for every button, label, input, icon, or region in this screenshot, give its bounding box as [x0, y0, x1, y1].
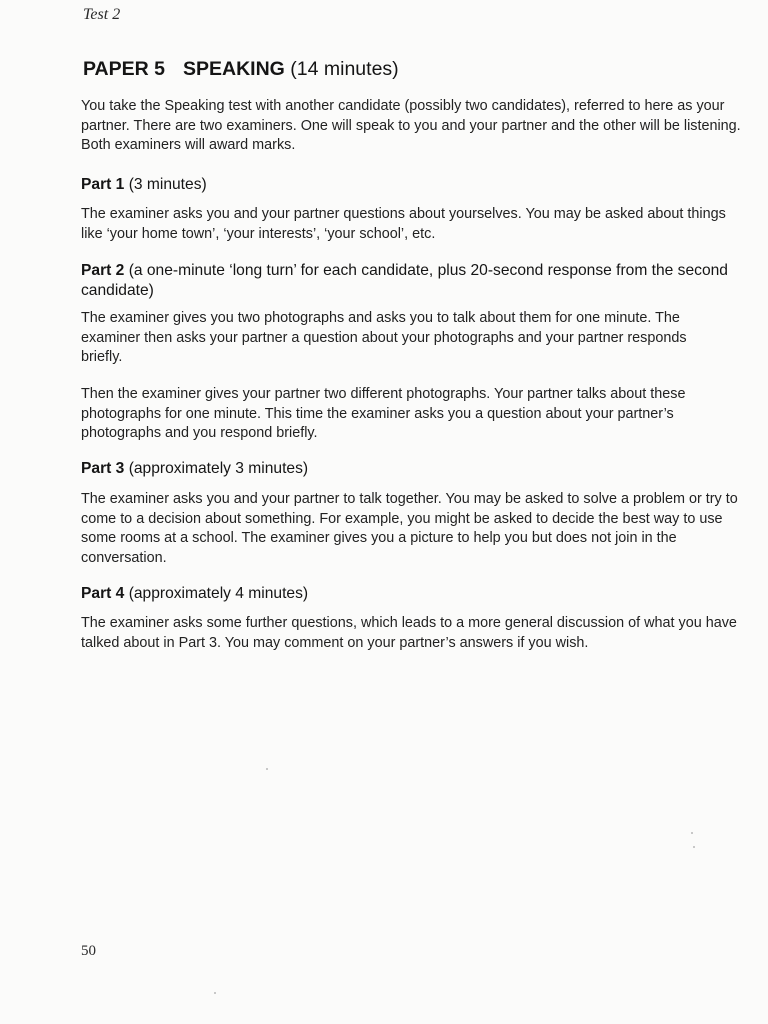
duration-label: (14 minutes) — [290, 58, 399, 80]
part-2-paragraph-1: The examiner gives you two photographs and asks you to talk about them for one minute. The examiner then asks your partner a question about your photographs and your partner responds briefly. — [81, 310, 687, 365]
part-2-note: (a one-minute ‘long turn’ for each candidate, plus 20-second response from the second candidate) — [81, 262, 728, 299]
part-1-paragraph-1: The examiner asks you and your partner questions about yourselves. You may be asked about things like ‘your home town’, ‘your interests’, ‘your school’, etc. — [81, 206, 726, 242]
part-3-section — [81, 459, 741, 479]
paper-label: PAPER 5 — [83, 58, 165, 80]
scan-speck — [693, 846, 695, 848]
part-4-body — [81, 614, 741, 653]
part-4-note: (approximately 4 minutes) — [128, 585, 309, 602]
part-2-label: Part 2 — [81, 262, 125, 279]
part-3-paragraph-1: The examiner asks you and your partner to talk together. You may be asked to solve a problem or try to come to a decision about something. For example, you might be asked to decide the best way to use some rooms at a school. The examiner gives you a picture to help you but does not join in the conversation. — [81, 491, 738, 566]
part-2-section — [81, 261, 741, 300]
part-3-body — [81, 490, 741, 568]
part-4-paragraph-1: The examiner asks some further questions, which leads to a more general discussion of what you have talked about in Part 3. You may comment on your partner’s answers if you wish. — [81, 615, 737, 651]
part-2-body-b — [81, 385, 741, 444]
part-4-label: Part 4 — [81, 585, 125, 602]
page-title — [83, 58, 399, 81]
intro-paragraph: You take the Speaking test with another candidate (possibly two candidates), referred to here as your partner. There are two examiners. One will speak to you and your partner and the other will be listening. Both examiners will award marks. — [81, 98, 741, 153]
part-1-body — [81, 205, 741, 244]
part-3-note: (approximately 3 minutes) — [128, 460, 309, 477]
part-4-heading — [81, 584, 741, 604]
section-label: SPEAKING — [183, 58, 285, 80]
part-2-heading — [81, 261, 741, 300]
intro-block — [81, 97, 741, 156]
part-3-label: Part 3 — [81, 460, 125, 477]
part-1-heading — [81, 175, 741, 195]
scan-speck — [266, 768, 268, 770]
part-1-note: (3 minutes) — [128, 176, 207, 193]
scan-speck — [214, 992, 216, 994]
part-3-heading — [81, 459, 741, 479]
part-2-body-a — [81, 309, 706, 368]
running-head: Test 2 — [83, 6, 121, 23]
part-1-label: Part 1 — [81, 176, 125, 193]
scan-speck — [691, 832, 693, 834]
part-2-paragraph-2: Then the examiner gives your partner two different photographs. Your partner talks about these photographs for one minute. This time the examiner asks you a question about your partner’s photographs and you respond briefly. — [81, 386, 686, 441]
part-1-section — [81, 175, 741, 195]
page-number: 50 — [81, 943, 96, 959]
part-4-section — [81, 584, 741, 604]
